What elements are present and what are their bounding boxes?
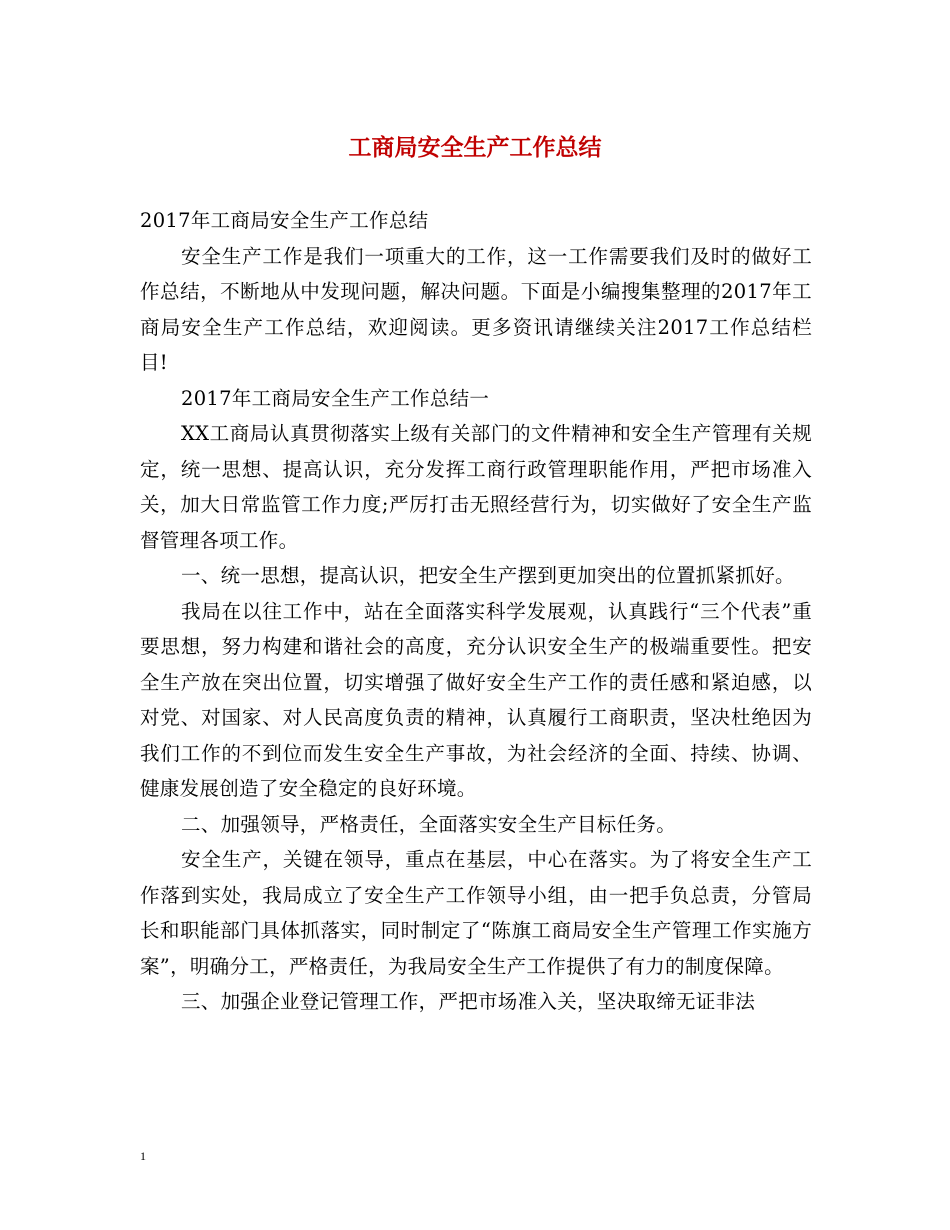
paragraph-subtitle: 2017年工商局安全生产工作总结一 [181, 386, 490, 410]
paragraph-section-1-heading: 一、统一思想，提高认识，把安全生产摆到更加突出的位置抓紧抓好。 [181, 564, 795, 587]
paragraph-heading: 2017年工商局安全生产工作总结 [140, 209, 429, 232]
document-body [140, 203, 812, 1020]
paragraph-section-3-heading: 三、加强企业登记管理工作，严把市场准入关，坚决取缔无证非法 [181, 990, 756, 1013]
paragraph-intro: 安全生产工作是我们一项重大的工作，这一工作需要我们及时的做好工作总结，不断地从中发现问题，解决问题。下面是小编搜集整理的2017年工商局安全生产工作总结，欢迎阅读。更多资讯请继续关注2017工作总结栏目! [140, 244, 812, 374]
paragraph-section-2-body: 安全生产，关键在领导，重点在基层，中心在落实。为了将安全生产工作落到实处，我局成立了安全生产工作领导小组，由一把手负总责，分管局长和职能部门具体抓落实，同时制定了“陈旗工商局安全生产管理工作实施方案”，明确分工，严格责任，为我局安全生产工作提供了有力的制度保障。 [140, 848, 812, 978]
page-number: 1 [140, 1149, 146, 1163]
document-title: 工商局安全生产工作总结 [348, 134, 602, 161]
paragraph-section-1-body: 我局在以往工作中，站在全面落实科学发展观，认真践行“三个代表”重要思想，努力构建和谐社会的高度，充分认识安全生产的极端重要性。把安全生产放在突出位置，切实增强了做好安全生产工作的责任感和紧迫感，以对党、对国家、对人民高度负责的精神，认真履行工商职责，坚决杜绝因为我们工作的不到位而发生安全生产事故，为社会经济的全面、持续、协调、健康发展创造了安全稳定的良好环境。 [140, 599, 812, 800]
paragraph-section-2-heading: 二、加强领导，严格责任，全面落实安全生产目标任务。 [181, 812, 677, 836]
paragraph-overview: XX工商局认真贯彻落实上级有关部门的文件精神和安全生产管理有关规定，统一思想、提高认识，充分发挥工商行政管理职能作用，严把市场准入关，加大日常监管工作力度;严厉打击无照经营行为，切实做好了安全生产监督管理各项工作。 [140, 422, 812, 552]
